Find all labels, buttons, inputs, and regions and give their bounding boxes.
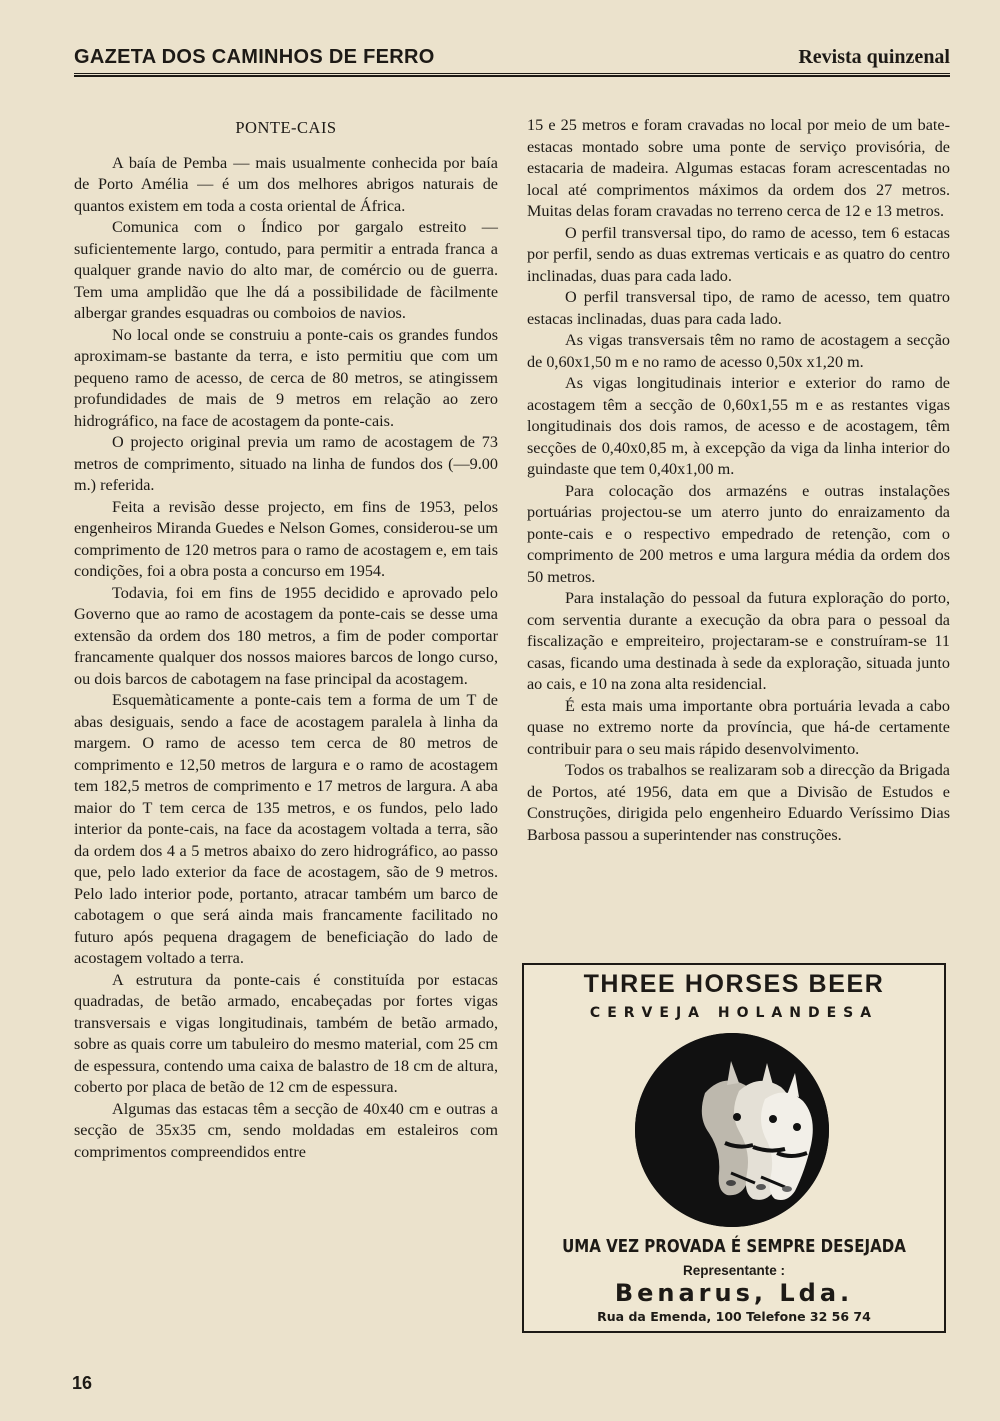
right-column xyxy=(527,115,950,846)
ad-address: Rua da Emenda, 100 Telefone 32 56 74 xyxy=(597,1309,871,1324)
page-number: 16 xyxy=(72,1373,93,1393)
article-paragraph: Feita a revisão desse projecto, em fins de 1953, pelos engenheiros Miranda Guedes e Nelson Gomes, considerou-se um comprimento de 120 metros para o ramo de acostagem e, em tais condições, foi a obra posta a concurso em 1954. xyxy=(74,497,498,580)
article-paragraph: No local onde se construiu a ponte-cais os grandes fundos aproximam-se bastante da terra, e isto permitiu que com um pequeno ramo de acesso, de cerca de 80 metros, se atingissem profundidades de mais de 9 metros em relação ao zero hidrográfico, na face de acostagem da ponte-cais. xyxy=(74,325,498,430)
page-header xyxy=(74,46,950,76)
publication-subtitle: Revista quinzenal xyxy=(798,46,950,68)
article-paragraph: Para colocação dos armazéns e outras instalações portuárias projectou-se um aterro junto do enraizamento da ponte-cais e o respectivo empedrado de retenção, com o comprimento de 200 metros e uma largura média da ordem dos 50 metros. xyxy=(527,481,950,586)
article-paragraph: É esta mais uma importante obra portuária levada a cabo quase no extremo norte da província, que há-de certamente contribuir para o seu mais rápido desenvolvimento. xyxy=(527,696,950,758)
ad-representative-label: Representante : xyxy=(682,1263,786,1278)
article-paragraph: Todos os trabalhos se realizaram sob a direcção da Brigada de Portos, até 1956, data em que a Divisão de Estudos e Construções, dirigida pelo engenheiro Eduardo Veríssimo Dias Barbosa passou a superintender nas construções. xyxy=(527,761,950,844)
ad-company-name: Benarus, Lda. xyxy=(614,1279,854,1307)
article-paragraph: A baía de Pemba — mais usualmente conhecida por baía de Porto Amélia — é um dos melhores abrigos naturais de quantos existem em toda a costa oriental de África. xyxy=(74,153,498,215)
beer-advertisement xyxy=(522,963,946,1333)
article-paragraph: Todavia, foi em fins de 1955 decidido e aprovado pelo Governo que ao ramo de acostagem da ponte-cais se desse uma extensão da ordem dos 180 metros, a fim de poder comportar francamente qualquer dos nossos maiores barcos de longo curso, ou dois barcos de cabotagem na fase principal da acostagem. xyxy=(74,583,498,688)
ad-slogan: UMA VEZ PROVADA É SEMPRE DESEJADA xyxy=(562,1237,906,1257)
article-paragraph: Esquemàticamente a ponte-cais tem a forma de um T de abas desiguais, sendo a face de acostagem paralela à linha da margem. O ramo de acesso tem cerca de 80 metros de comprimento e 12,50 metros de largura e o ramo de acostagem tem 182,5 metros de comprimento e 17 metros de largura. A aba maior do T tem cerca de 135 metros, e os fundos, pelo lado interior da ponte-cais, na face da acostagem voltada a terra, são da ordem dos 4 a 5 metros abaixo do zero hidrográfico, ao passo que, pelo lado exterior da face de acostagem, são de 9 metros. Pelo lado interior pode, portanto, atracar também um barco de cabotagem o que será ainda mais francamente facilitado no futuro após pequena dragagem de beneficiação do lado de acostagem voltado a terra. xyxy=(74,691,498,967)
publication-title: GAZETA DOS CAMINHOS DE FERRO xyxy=(74,46,435,68)
ad-brand: THREE HORSES BEER xyxy=(583,970,885,998)
left-column xyxy=(74,112,498,1163)
ad-subtitle: CERVEJA HOLANDESA xyxy=(589,1005,879,1021)
article-paragraph: As vigas longitudinais interior e exterior do ramo de acostagem têm a secção de 0,60x1,55 m e as restantes vigas longitudinais dos dois ramos, de acesso e de acostagem, têm secções de 0,40x0,85 m, à excepção da viga da linha interior do guindaste que tem 0,40x1,00 m. xyxy=(527,374,950,478)
article-paragraph: Para instalação do pessoal da futura exploração do porto, com serventia durante a execução da obra para o pessoal da fiscalização e empreiteiro, projectaram-se e construíram-se 11 casas, ficando uma destinada à sede da exploração, situada junto ao cais, e 10 na zona alta residencial. xyxy=(527,589,950,693)
article-paragraph: 15 e 25 metros e foram cravadas no local por meio de um bate-estacas montado sobre uma ponte de serviço provisória, de estacaria de madeira. Algumas estacas foram acrescentadas no local até comprimentos máximos da ordem dos 27 metros. Muitas delas foram cravadas no terreno cerca de 12 e 13 metros. xyxy=(527,116,950,220)
horses-illustration xyxy=(635,1033,829,1227)
horse-heads-icon xyxy=(635,1033,829,1227)
article-paragraph: Comunica com o Índico por gargalo estreito — suficientemente largo, contudo, para permitir a entrada franca a qualquer grande navio do alto mar, de comércio ou de guerra. Tem uma amplidão que lhe dá a possibilidade de fàcilmente albergar grandes esquadras ou comboios de navios. xyxy=(74,218,498,322)
article-paragraph: As vigas transversais têm no ramo de acostagem a secção de 0,60x1,50 m e no ramo de acesso 0,50x x1,20 m. xyxy=(527,331,950,371)
article-paragraph: O perfil transversal tipo, do ramo de acesso, tem 6 estacas por perfil, sendo as duas extremas verticais e as quatro do centro inclinadas, duas para cada lado. xyxy=(527,223,950,285)
article-paragraph: O perfil transversal tipo, de ramo de acesso, tem quatro estacas inclinadas, duas para cada lado. xyxy=(527,288,950,328)
header-rule xyxy=(74,73,950,77)
article-paragraph: Algumas das estacas têm a secção de 40x40 cm e outras a secção de 35x35 cm, sendo moldadas em estaleiros com comprimentos compreendidos entre xyxy=(74,1099,498,1161)
article-paragraph: O projecto original previa um ramo de acostagem de 73 metros de comprimento, situado na linha de fundos dos (—9.00 m.) referida. xyxy=(74,433,498,494)
article-heading: PONTE-CAIS xyxy=(235,118,337,137)
article-paragraph: A estrutura da ponte-cais é constituída por estacas quadradas, de betão armado, encabeçadas por fortes vigas transversais e vigas longitudinais, também de betão armado, sobre as quais corre um tabuleiro do mesmo material, com 25 cm de espessura, contendo uma caixa de balastro de 18 cm de altura, coberto por placa de betão de 12 cm de espessura. xyxy=(74,970,498,1096)
